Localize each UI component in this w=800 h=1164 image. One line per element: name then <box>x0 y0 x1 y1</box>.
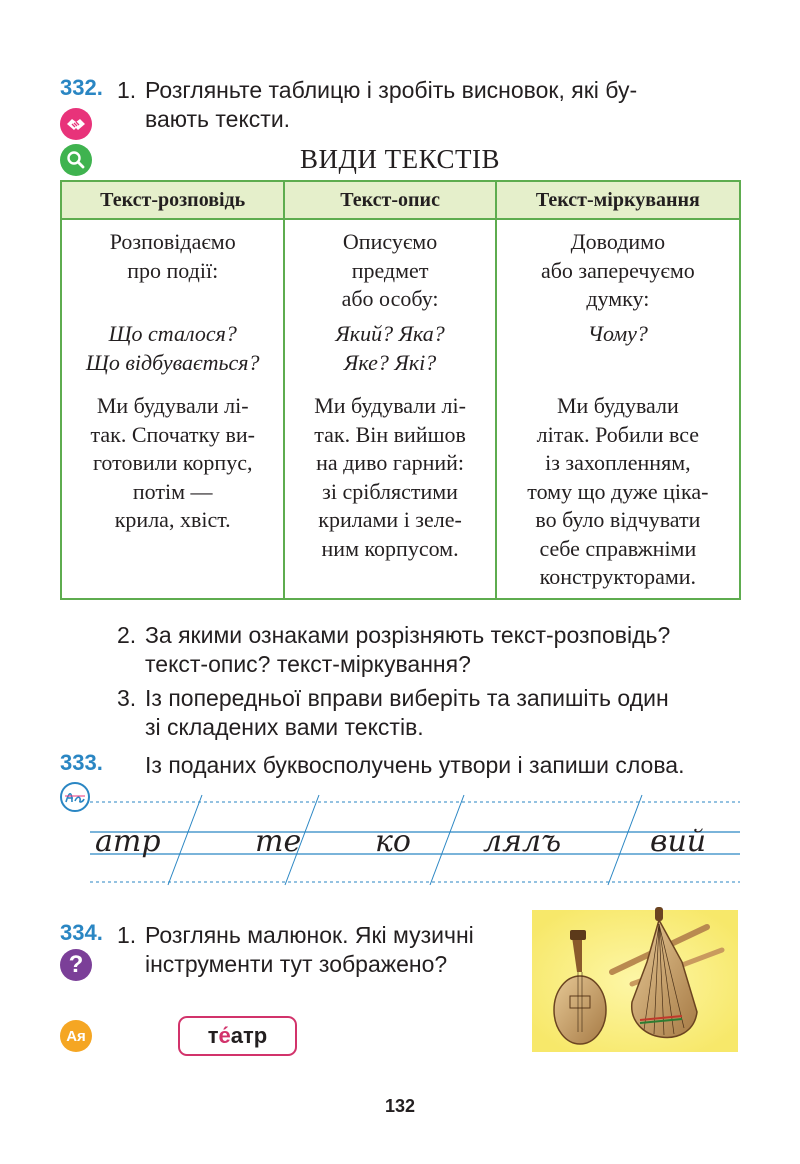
exercise-332-number: 332. <box>60 75 103 100</box>
instruction-line: вають тексти. <box>145 106 291 132</box>
word-part: атр <box>230 1023 268 1048</box>
text-types-table <box>60 180 741 600</box>
cell-line: Що сталося? <box>108 321 237 346</box>
cell-line: зі сріблястими <box>322 478 458 504</box>
table-header-row <box>61 181 740 219</box>
instruction-line: інструменти тут зображено? <box>145 951 448 977</box>
cell-line: так. Спочатку ви- <box>90 421 255 447</box>
instruction-line: Із попередньої вправи виберіть та запишіть один <box>145 685 669 711</box>
vocabulary-word-card <box>178 1016 297 1056</box>
task-number: 1. <box>117 77 137 103</box>
cell-line: Ми будували лі- <box>96 393 249 418</box>
task-number: 1. <box>117 922 137 948</box>
question-icon: ? <box>60 949 92 981</box>
cursive-syllable: вий <box>650 824 707 859</box>
cell-line: Описуємо <box>342 229 438 254</box>
table-row <box>61 384 740 599</box>
stressed-letter: е́ <box>218 1023 231 1048</box>
column-header: Текст-опис <box>284 181 495 219</box>
kobza-bandura-illustration <box>532 902 738 1052</box>
table-cell <box>496 320 740 384</box>
task-number: 3. <box>117 685 137 711</box>
cell-line: Чому? <box>587 321 648 346</box>
cursive-syllable: лялъ <box>483 824 562 859</box>
page-number: 132 <box>384 1096 416 1116</box>
table-cell <box>61 384 284 599</box>
cursive-syllable: ко <box>375 824 411 859</box>
cell-line: так. Він вийшов <box>314 421 466 447</box>
cell-line: ним корпусом. <box>321 535 459 561</box>
cursive-writing-icon <box>60 782 90 812</box>
word-part: т <box>207 1023 219 1048</box>
instruction-line: За якими ознаками розрізняють текст-розповідь? <box>145 622 671 648</box>
cell-line: во було відчувати <box>535 507 701 532</box>
alphabet-icon: Aя <box>60 1020 92 1052</box>
column-header: Текст-міркування <box>496 181 740 219</box>
table-cell <box>496 384 740 599</box>
cell-line: Який? Яка? <box>335 321 445 346</box>
instruction-line: Розглянь малюнок. Які музичні <box>145 922 474 948</box>
table-row <box>61 320 740 384</box>
cell-line: себе справжніми <box>539 535 697 561</box>
cell-line: літак. Робили все <box>536 421 700 447</box>
instruction-line: Розгляньте таблицю і зробіть висновок, які бу- <box>145 77 638 103</box>
table-cell <box>284 384 495 599</box>
table-cell <box>496 219 740 320</box>
table-cell <box>61 320 284 384</box>
cell-line: або особу: <box>341 286 439 311</box>
handshake-icon <box>60 108 92 140</box>
cell-line: крила, хвіст. <box>114 507 231 532</box>
cell-line: Ми будували <box>556 393 679 418</box>
cell-line: або заперечуємо <box>540 257 695 283</box>
cell-line: Доводимо <box>570 229 666 254</box>
cell-line: із захопленням, <box>545 450 691 475</box>
cell-line: конструкторами. <box>539 564 697 589</box>
cell-line: думку: <box>586 286 650 311</box>
cursive-syllable: атр <box>95 824 161 859</box>
exercise-333-number: 333. <box>60 750 103 775</box>
cell-line: Що відбувається? <box>85 349 260 375</box>
exercise-334-number: 334. <box>60 920 103 945</box>
table-row <box>61 219 740 320</box>
instruction-line: текст-опис? текст-міркування? <box>145 651 471 677</box>
cell-line: тому що дуже ціка- <box>527 478 709 504</box>
table-cell <box>61 219 284 320</box>
cell-line: про події: <box>127 257 219 283</box>
cell-line: потім — <box>132 478 213 504</box>
cell-line: Ми будували лі- <box>314 393 466 418</box>
task-number: 2. <box>117 622 137 648</box>
cursive-syllable: те <box>255 824 302 859</box>
cell-line: Розповідаємо <box>109 229 236 254</box>
cell-line: на диво гарний: <box>316 450 465 475</box>
instruction-line: зі складених вами текстів. <box>145 714 424 740</box>
cell-line: крилами і зеле- <box>318 507 462 532</box>
column-header: Текст-розповідь <box>61 181 284 219</box>
table-title: ВИДИ ТЕКСТІВ <box>300 144 500 174</box>
cell-line: предмет <box>351 257 429 283</box>
table-cell <box>284 219 495 320</box>
table-cell <box>284 320 495 384</box>
handwriting-lines <box>90 790 740 890</box>
instruction-line: Із поданих буквосполучень утвори і запиши слова. <box>145 752 685 778</box>
cell-line: готовили корпус, <box>92 450 253 475</box>
cell-line: Яке? Які? <box>343 349 437 375</box>
